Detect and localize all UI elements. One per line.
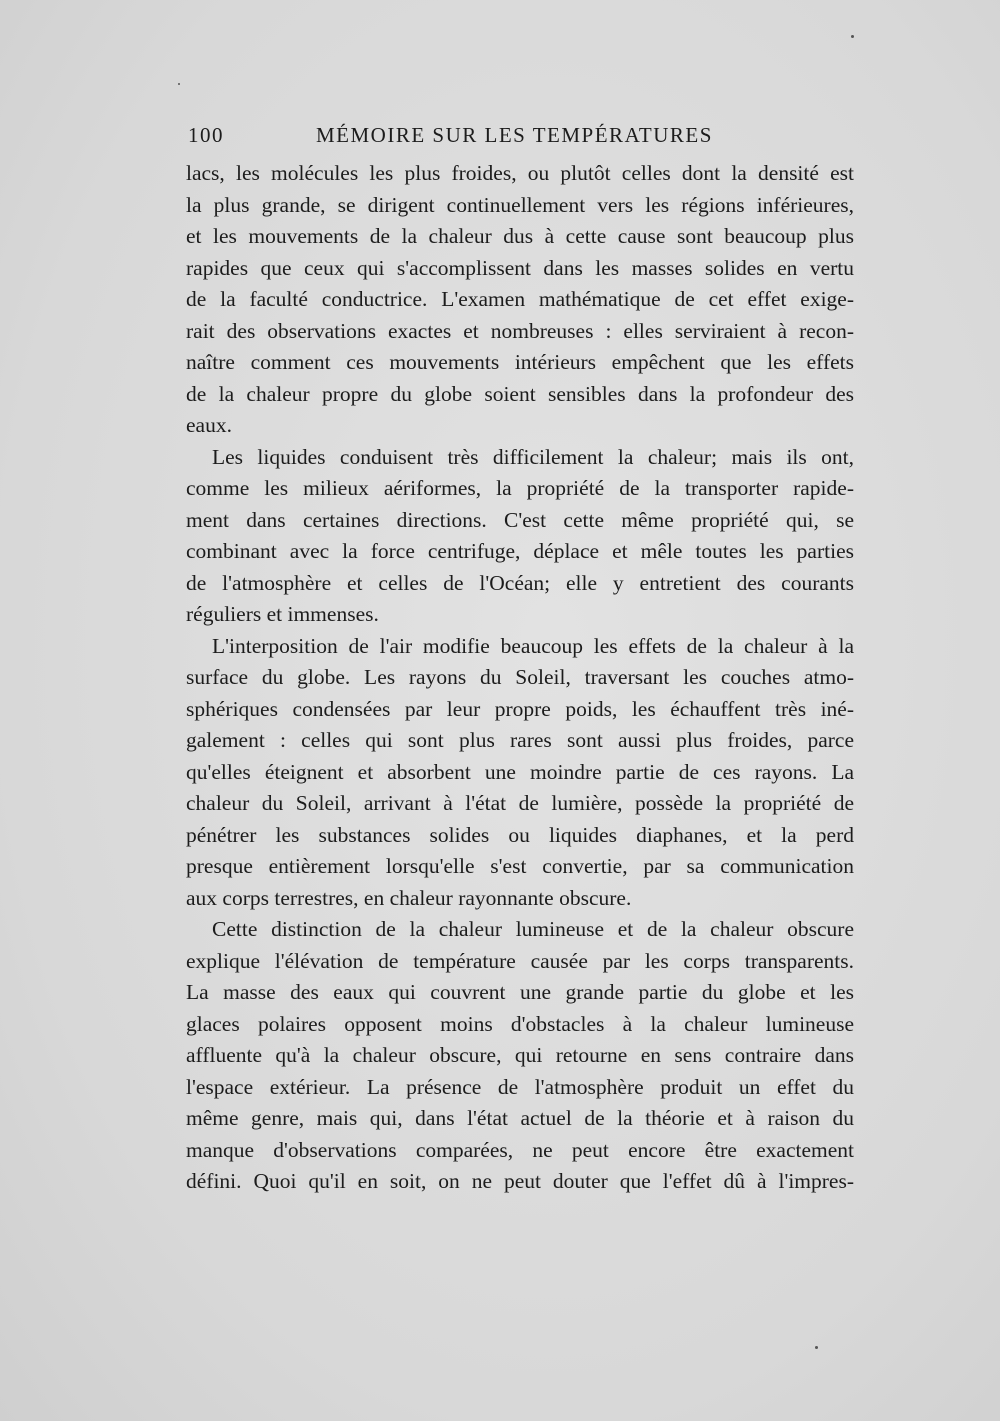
page-number: 100	[188, 123, 224, 147]
text-line: défini. Quoi qu'il en soit, on ne peut douter que l'effet dû à l'impres-	[186, 1169, 854, 1193]
text-line: de la faculté conductrice. L'examen mathématique de cet effet exige-	[186, 287, 854, 311]
text-line: glaces polaires opposent moins d'obstacles à la chaleur lumineuse	[186, 1011, 854, 1036]
text-line: rapides que ceux qui s'accomplissent dans les masses solides en vertu	[186, 255, 854, 280]
text-line: rait des observations exactes et nombreuses : elles serviraient à recon-	[186, 318, 854, 343]
text-line: et les mouvements de la chaleur dus à cette cause sont beaucoup plus	[186, 224, 854, 248]
text-line: aux corps terrestres, en chaleur rayonnante obscure.	[186, 885, 632, 910]
text-line: la plus grande, se dirigent continuellement vers les régions inférieures,	[186, 192, 854, 217]
text-line: L'interposition de l'air modifie beaucoup les effets de la chaleur à la	[212, 633, 854, 658]
text-line: La masse des eaux qui couvrent une grande partie du globe et les	[186, 980, 854, 1004]
text-line: galement : celles qui sont plus rares sont aussi plus froides, parce	[186, 728, 854, 752]
text-line: qu'elles éteignent et absorbent une moindre partie de ces rayons. La	[186, 759, 854, 784]
text-line: ment dans certaines directions. C'est cette même propriété qui, se	[186, 507, 854, 532]
speck	[815, 1346, 818, 1349]
text-line: Les liquides conduisent très difficilement la chaleur; mais ils ont,	[212, 444, 854, 469]
speck	[178, 83, 180, 85]
text-line: eaux.	[186, 413, 232, 437]
text-line: l'espace extérieur. La présence de l'atmosphère produit un effet du	[186, 1074, 854, 1099]
text-line: sphériques condensées par leur propre poids, les échauffent très iné-	[186, 696, 854, 721]
text-line: de l'atmosphère et celles de l'Océan; elle y entretient des courants	[186, 570, 854, 595]
text-line: explique l'élévation de température causée par les corps transparents.	[186, 948, 854, 973]
text-line: combinant avec la force centrifuge, déplace et mêle toutes les parties	[186, 539, 854, 563]
running-title: MÉMOIRE SUR LES TEMPÉRATURES	[316, 123, 713, 147]
text-line: de la chaleur propre du globe soient sensibles dans la profondeur des	[186, 381, 854, 406]
body-text	[186, 158, 854, 1198]
text-line: manque d'observations comparées, ne peut encore être exactement	[186, 1137, 854, 1162]
speck	[851, 35, 854, 38]
text-line: réguliers et immenses.	[186, 602, 379, 626]
text-line: surface du globe. Les rayons du Soleil, traversant les couches atmo-	[186, 665, 854, 689]
text-line: presque entièrement lorsqu'elle s'est convertie, par sa communication	[186, 854, 854, 878]
text-line: chaleur du Soleil, arrivant à l'état de lumière, possède la propriété de	[186, 791, 854, 815]
text-line: comme les milieux aériformes, la propriété de la transporter rapide-	[186, 476, 854, 500]
text-line: Cette distinction de la chaleur lumineuse et de la chaleur obscure	[212, 917, 854, 941]
text-line: pénétrer les substances solides ou liquides diaphanes, et la perd	[186, 822, 854, 847]
page-header	[188, 123, 856, 153]
text-line: naître comment ces mouvements intérieurs empêchent que les effets	[186, 350, 854, 374]
text-line: lacs, les molécules les plus froides, ou plutôt celles dont la densité est	[186, 161, 854, 185]
text-line: même genre, mais qui, dans l'état actuel de la théorie et à raison du	[186, 1106, 854, 1130]
text-line: affluente qu'à la chaleur obscure, qui retourne en sens contraire dans	[186, 1043, 854, 1067]
